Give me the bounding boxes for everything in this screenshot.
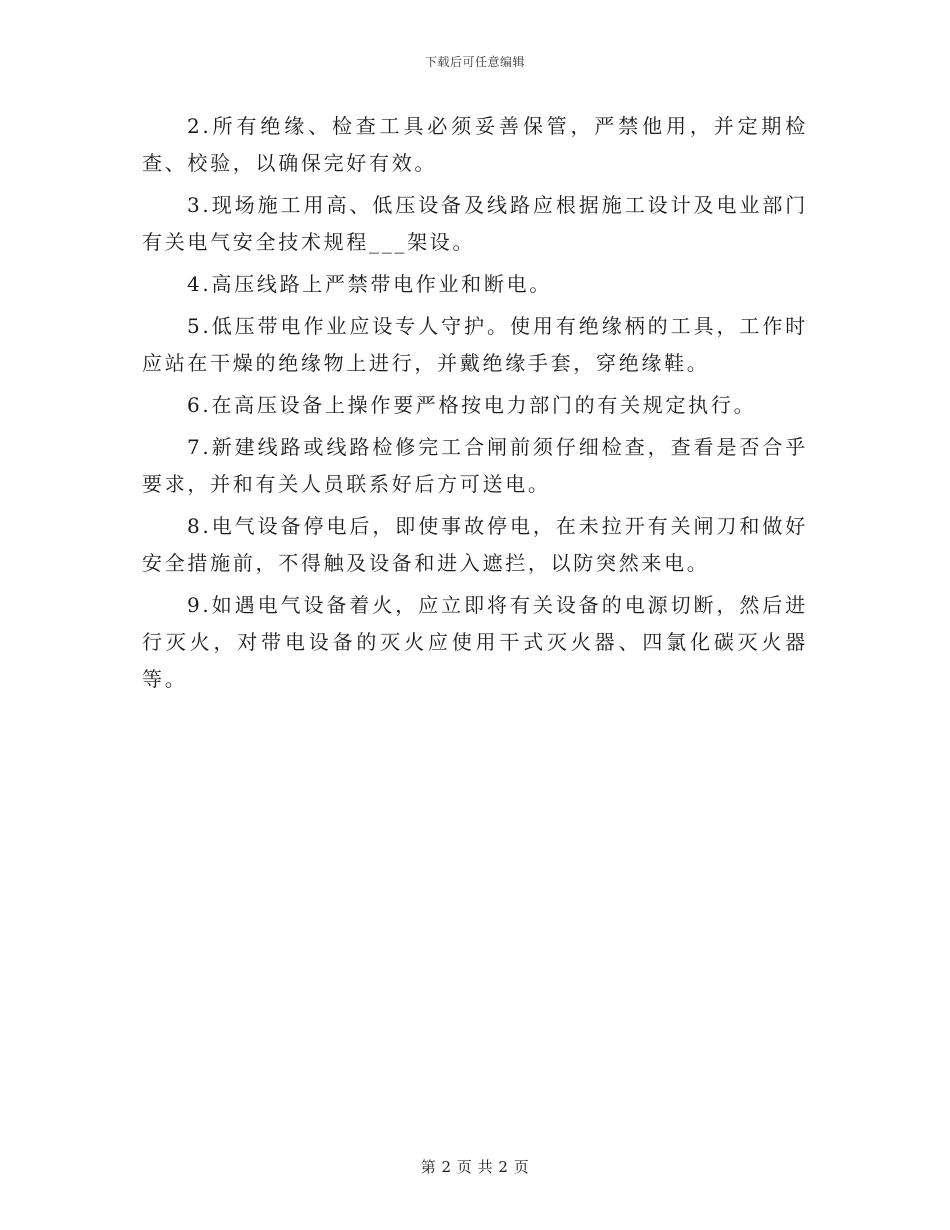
paragraph-item-8: 8.电气设备停电后，即使事故停电，在未拉开有关闸刀和做好安全措施前，不得触及设备和进入遮拦，以防突然来电。 bbox=[142, 514, 808, 575]
paragraph-item-6: 6.在高压设备上操作要严格按电力部门的有关规定执行。 bbox=[187, 393, 757, 417]
document-body bbox=[142, 108, 808, 703]
paragraph-item-4: 4.高压线路上严禁带电作业和断电。 bbox=[187, 272, 552, 296]
paragraph-item-2: 2.所有绝缘、检查工具必须妥善保管，严禁他用，并定期检查、校验，以确保完好有效。 bbox=[142, 114, 808, 175]
paragraph-item-5: 5.低压带电作业应设专人守护。使用有绝缘柄的工具，工作时应站在干燥的绝缘物上进行，并戴绝缘手套，穿绝缘鞋。 bbox=[142, 314, 808, 375]
paragraph-item-7: 7.新建线路或线路检修完工合闸前须仔细检查，查看是否合乎要求，并和有关人员联系好后方可送电。 bbox=[142, 435, 808, 496]
paragraph-item-3: 3.现场施工用高、低压设备及线路应根据施工设计及电业部门有关电气安全技术规程___架设。 bbox=[142, 193, 808, 254]
paragraph-item-9: 9.如遇电气设备着火，应立即将有关设备的电源切断，然后进行灭火，对带电设备的灭火应使用干式灭火器、四氯化碳灭火器等。 bbox=[142, 593, 808, 691]
page-number-footer: 第 2 页 共 2 页 bbox=[420, 1158, 530, 1176]
page-header: 下载后可任意编辑 bbox=[424, 55, 525, 69]
